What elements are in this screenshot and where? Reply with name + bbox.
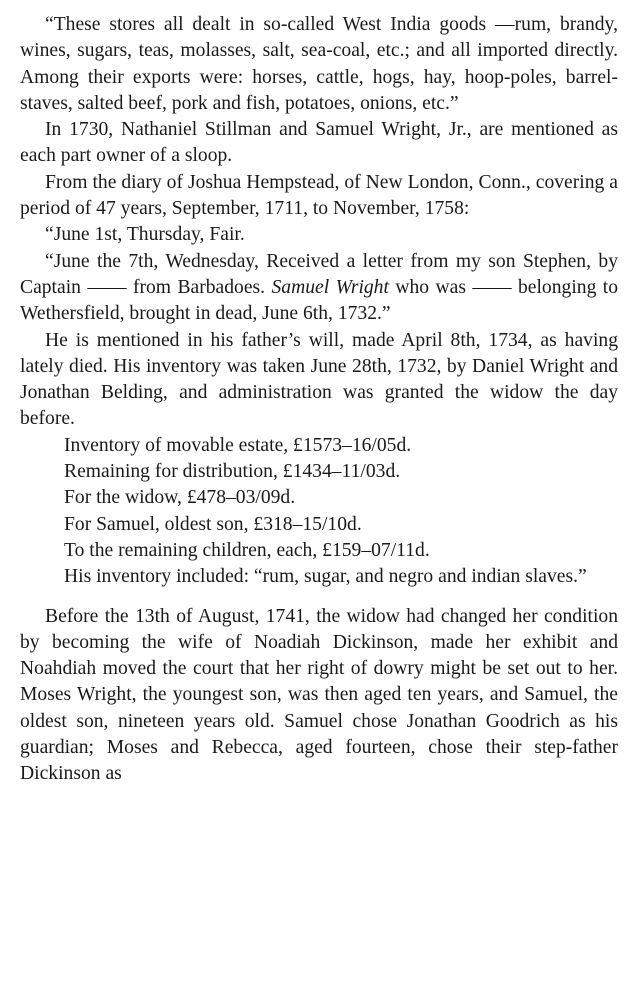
paragraph-diary-intro: From the diary of Joshua Hempstead, of New London, Conn., covering a period of 47 years, September, 1711, to November, 1758: [20, 171, 618, 220]
diary-entry-text-continued: who was —— belonging to Wethersfield, brought in dead, June 6th, 1732.” [20, 276, 619, 325]
estate-line-inventory: Inventory of movable estate, £1573–16/05d. [64, 434, 412, 456]
diary-name-italic: Samuel Wright [271, 276, 389, 298]
estate-line-remaining: Remaining for distribution, £1434–11/03d. [64, 461, 401, 483]
estate-line-children: To the remaining children, each, £159–07/11d. [64, 539, 430, 561]
diary-entry-text: “June the 7th, Wednesday, Received a letter from my son Stephen, by Captain —— from Barbadoes. [20, 250, 618, 298]
estate-line-samuel: For Samuel, oldest son, £318–15/10d. [64, 513, 362, 535]
paragraph-west-india-goods: “These stores all dealt in so-called West India goods —rum, brandy, wines, sugars, teas, molasses, salt, sea-coal, etc.; and all imported directly. Among their exports were: horses, cattle, hogs, hay, hoop-poles, barrel-staves, salted beef, pork and fish, potatoes, onions, etc.” [20, 14, 618, 114]
document-page [20, 12, 618, 788]
paragraph-diary-june-7 [20, 249, 618, 328]
paragraph-widow-remarriage: Before the 13th of August, 1741, the widow had changed her condition by becoming the wife of Noadiah Dickinson, made her exhibit and Noahdiah moved the court that her right of dowry might be set out to her. Moses Wright, the youngest son, was then aged ten years, and Samuel, the oldest son, nineteen years old. Samuel chose Jonathan Goodrich as his guardian; Moses and Rebecca, aged fourteen, chose their step-father Dickinson as [20, 605, 618, 785]
estate-line-widow: For the widow, £478–03/09d. [64, 487, 296, 509]
paragraph-sloop-owners: In 1730, Nathaniel Stillman and Samuel Wright, Jr., are mentioned as each part owner of a sloop. [20, 119, 618, 167]
paragraph-fathers-will: He is mentioned in his father’s will, made April 8th, 1734, as having lately died. His inventory was taken June 28th, 1732, by Daniel Wright and Jonathan Belding, and administration was granted the widow the day before. [20, 329, 618, 430]
paragraph-inventory-included: His inventory included: “rum, sugar, and negro and indian slaves.” [64, 566, 587, 588]
paragraph-diary-june-1: “June 1st, Thursday, Fair. [45, 224, 245, 246]
